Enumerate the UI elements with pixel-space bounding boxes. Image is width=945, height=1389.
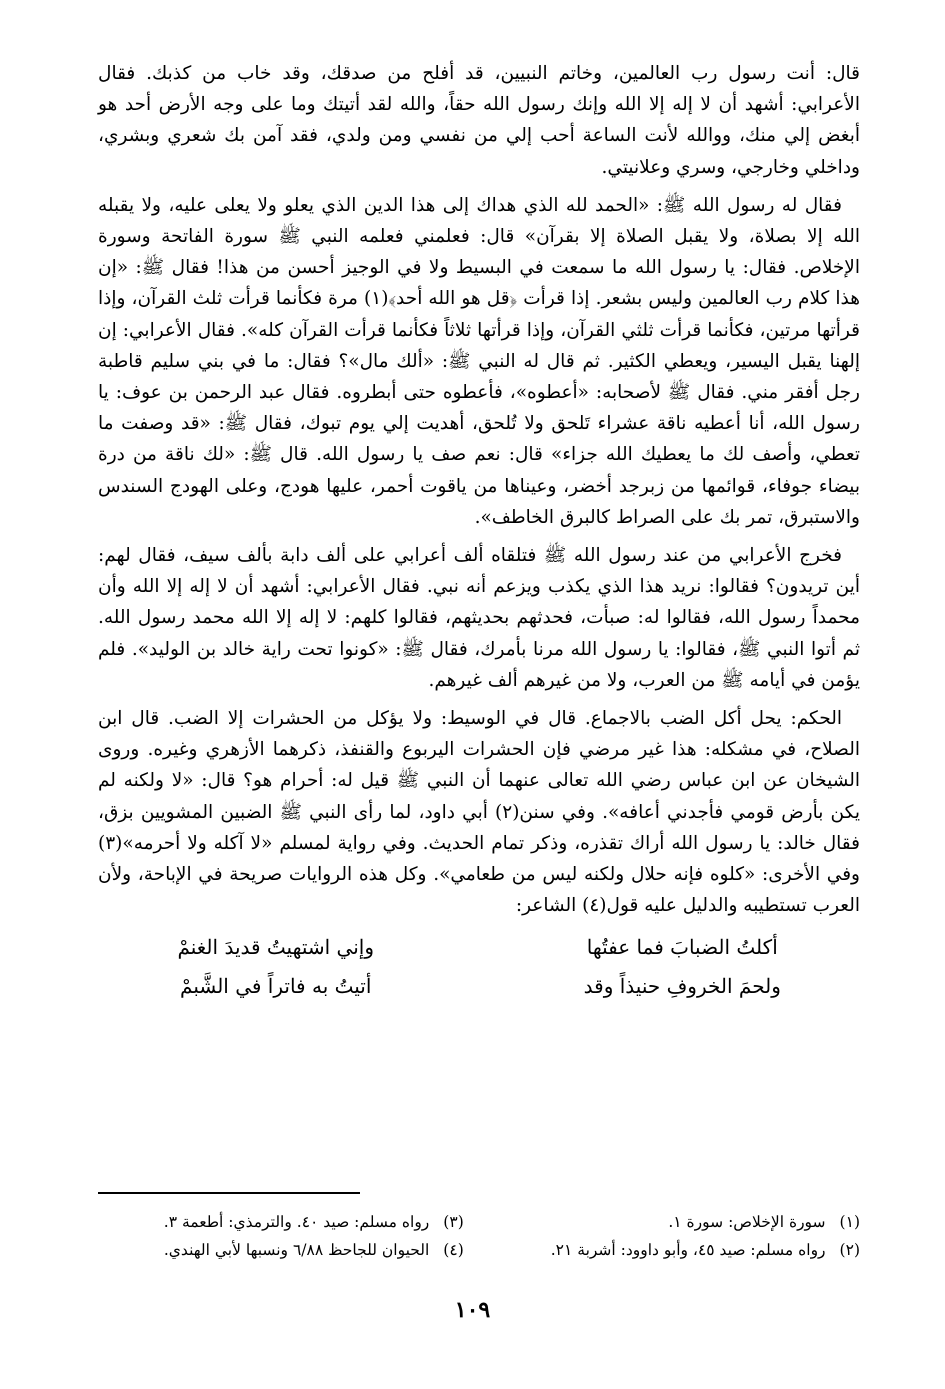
footnote-number: (٣) [443,1213,464,1231]
poem [98,928,860,1006]
footnote-row [98,1236,860,1264]
footnote-text: سورة الإخلاص: سورة ١. [668,1213,826,1231]
footnote-2 [494,1236,860,1264]
footnote-row [98,1208,860,1236]
page-number: ١٠٩ [454,1297,491,1323]
poem-hemistich: أتيتُ به فاتراً في الشَّبمْ [180,974,372,999]
paragraph-2: فقال له رسول الله ﷺ: «الحمد لله الذي هداك إلى هذا الدين الذي يعلو ولا يعلى عليه، ولا يقبله الله إلا بصلاة، ولا يقبل الصلاة إلا بقرآن» قال: فعلمني فعلمه النبي ﷺ سورة الفاتحة وسورة الإخلاص. فقال: يا رسول الله ما سمعت في البسيط ولا في الوجيز أحسن من هذا! فقال ﷺ: «إن هذا كلام رب العالمين وليس بشعر. إذا قرأت ﴿قل هو الله أحد﴾(١) مرة فكأنما قرأت ثلث القرآن، وإذا قرأتها مرتين، فكأنما قرأت ثلثي القرآن، وإذا قرأتها ثلاثاً فكأنما قرأت القرآن كله». فقال الأعرابي: إن إلهنا يقبل اليسير، ويعطي الكثير. ثم قال له النبي ﷺ: «ألك مال»؟ فقال: ما في بني سليم قاطبة رجل أفقر مني. فقال ﷺ لأصحابه: «أعطوه»، فأعطوه حتى أبطروه. فقال عبد الرحمن بن عوف: يا رسول الله، أنا أعطيه ناقة عشراء تَلحق ولا تُلحق، أهديت إلي يوم تبوك، فقال ﷺ: «قد وصفت ما تعطي، وأصف لك ما يعطيك الله جزاء» قال: نعم صف يا رسول الله. قال ﷺ: «لك ناقة من درة بيضاء جوفاء، قوائمها من زبرجد أخضر، وعيناها من ياقوت أحمر، عليها هودج، وعلى الهودج السندس والاستبرق، تمر بك على الصراط كالبرق الخاطف». [98,194,861,528]
poem-hemistich: أكلتُ الضبابَ فما عفتُها [586,935,778,960]
poem-line-2 [98,967,860,1006]
footnote-text: رواه مسلم: صيد ٤٠. والترمذي: أطعمة ٣. [163,1213,430,1231]
footnotes [98,1208,860,1264]
footnote-number: (٢) [839,1241,860,1259]
footnote-3 [98,1208,464,1236]
footnote-number: (٤) [443,1241,464,1259]
page-body [98,58,860,1006]
poem-line-1 [98,928,860,967]
footnote-number: (١) [839,1213,860,1231]
footnote-4 [98,1236,464,1264]
footnote-text: الحيوان للجاحظ ٦/٨٨ ونسبها لأبي الهندي. [163,1241,430,1259]
poem-hemistich: ولحمَ الخروفِ حنيذاً وقد [583,974,781,999]
footnote-1 [494,1208,860,1236]
paragraph-1: قال: أنت رسول رب العالمين، وخاتم النبيين، قد أفلح من صدقك، وقد خاب من كذبك. فقال الأعرابي: أشهد أن لا إله إلا الله وإنك رسول الله حقاً، والله لقد أتيتك وما على وجه الأرض أحد هو أبغض إلي منك، ووالله لأنت الساعة أحب إلي من نفسي ومن ولدي، فقد آمن بك شعري وبشري، وداخلي وخارجي، وسري وعلانيتي. [98,63,860,178]
footnote-text: رواه مسلم: صيد ٤٥، وأبو داوود: أشربة ٢١. [550,1241,826,1259]
footnote-divider [98,1192,360,1194]
poem-hemistich: وإني اشتهيتُ قديدَ الغنمْ [177,935,374,960]
paragraph-4: الحكم: يحل أكل الضب بالاجماع. قال في الوسيط: ولا يؤكل من الحشرات إلا الضب. قال ابن الصلاح، في مشكله: هذا غير مرضي فإن الحشرات اليربوع والقنفذ، ذكرهما الأزهري وغيره. وروى الشيخان عن ابن عباس رضي الله تعالى عنهما أن النبي ﷺ قيل له: أحرام هو؟ قال: «لا ولكنه لم يكن بأرض قومي فأجدني أعافه». وفي سنن(٢) أبي داود، لما رأى النبي ﷺ الضبين المشويين بزق، فقال خالد: يا رسول الله أراك تقذره، وذكر تمام الحديث. وفي رواية لمسلم «لا آكله ولا أحرمه»(٣) وفي الأخرى: «كلوه فإنه حلال ولكنه ليس من طعامي». وكل هذه الروايات صريحة في الإباحة، ولأن العرب تستطيبه والدليل عليه قول(٤) الشاعر: [98,708,861,917]
paragraph-3: فخرج الأعرابي من عند رسول الله ﷺ فتلقاه ألف أعرابي على ألف دابة بألف سيف، فقال لهم: أين تريدون؟ فقالوا: نريد هذا الذي يكذب ويزعم أنه نبي. فقال الأعرابي: أشهد أن لا إله إلا الله وأن محمداً رسول الله، فقالوا له: صبأت، فحدثهم بحديثهم، فقالوا كلهم: لا إله إلا الله محمد رسول الله. ثم أتوا النبي ﷺ، فقالوا: يا رسول الله مرنا بأمرك، فقال ﷺ: «كونوا تحت راية خالد بن الوليد». فلم يؤمن في أيامه ﷺ من العرب، ولا من غيرهم ألف غيرهم. [98,545,860,691]
